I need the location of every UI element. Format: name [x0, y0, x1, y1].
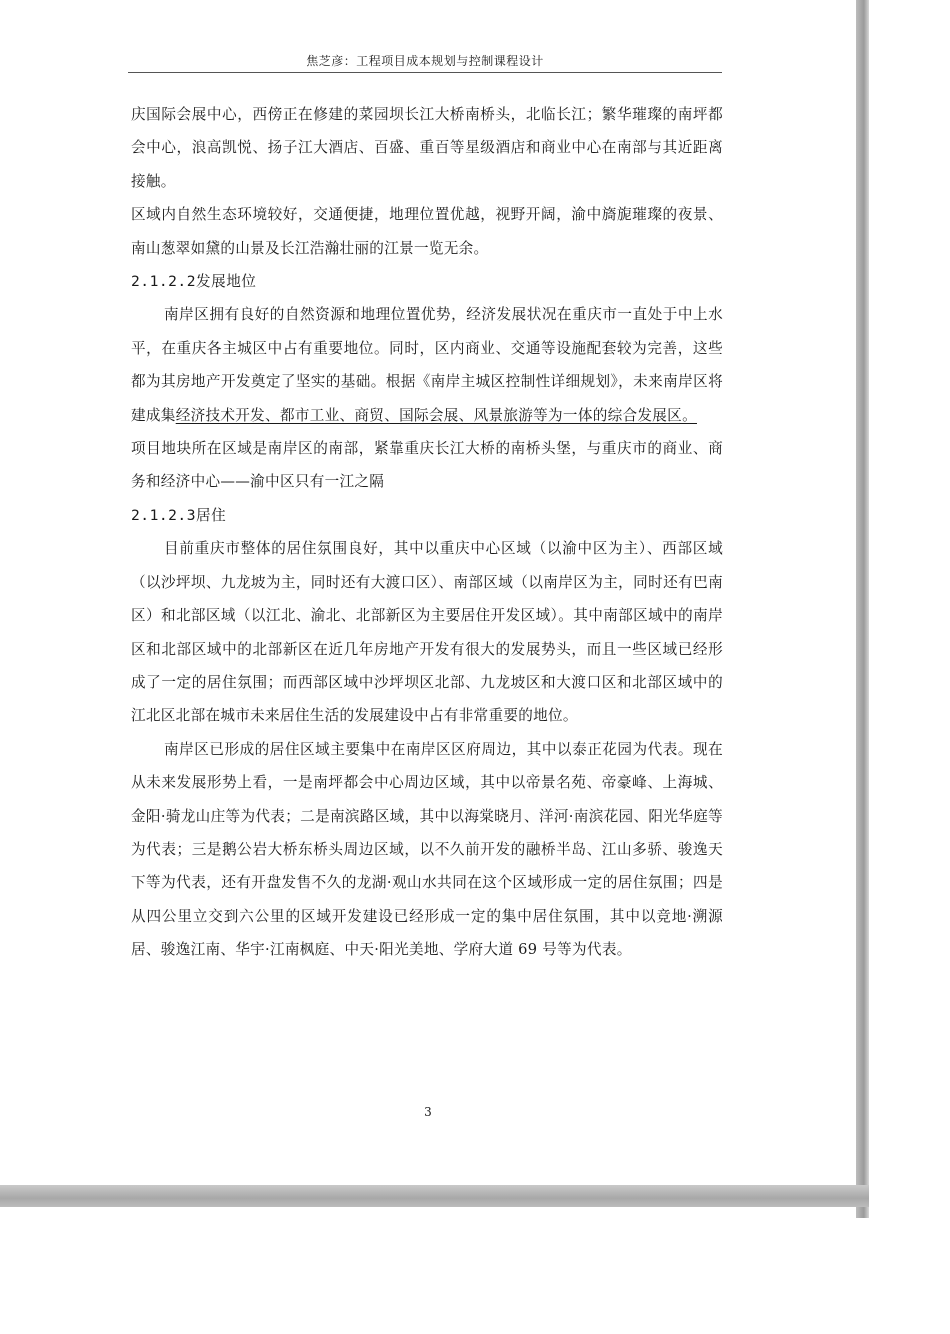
body-text — [131, 98, 723, 967]
underlined-text: 经济技术开发、都市工业、商贸、国际会展、风景旅游等为一体的综合发展区。 — [175, 406, 697, 424]
page-right-edge-shadow — [856, 0, 869, 1218]
section-number: 2.1.2.3 — [131, 506, 197, 524]
section-title: 居住 — [196, 506, 227, 524]
header-title: 焦芝彦：工程项目成本规划与控制课程设计 — [306, 54, 544, 68]
section-heading-residence — [131, 499, 723, 532]
paragraph-venue-surroundings: 庆国际会展中心，西傍正在修建的菜园坝长江大桥南桥头，北临长江；繁华璀璨的南坪都会中心，浪高凯悦、扬子江大酒店、百盛、重百等星级酒店和商业中心在南部与其近距离接触。 — [131, 106, 723, 190]
paragraph-text: 南岸区拥有良好的自然资源和地理位置优势，经济发展状况在重庆市一直处于中上水平，在重庆各主城区中占有重要地位。同时，区内商业、交通等设施配套较为完善，这些都为其房地产开发奠定了坚实的基础。根据《南岸主城区控制性详细规划》，未来南岸区将建成集 — [131, 306, 723, 424]
section-heading-development-status — [131, 265, 723, 298]
section-number: 2.1.2.2 — [131, 273, 197, 291]
page-number: 3 — [424, 1105, 432, 1119]
page-bottom-edge-shadow — [0, 1185, 869, 1207]
paragraph-site-location: 项目地块所在区域是南岸区的南部，紧靠重庆长江大桥的南桥头堡，与重庆市的商业、商务和经济中心——渝中区只有一江之隔 — [131, 440, 723, 491]
paragraph-nanan-residential: 南岸区已形成的居住区域主要集中在南岸区区府周边，其中以泰正花园为代表。现在从未来发展形势上看，一是南坪都会中心周边区域，其中以帝景名苑、帝豪峰、上海城、金阳·骑龙山庄等为代表；二是南滨路区域，其中以海棠晓月、洋河·南滨花园、阳光华庭等为代表；三是鹅公岩大桥东桥头周边区域，以不久前开发的融桥半岛、江山多骄、骏逸天下等为代表，还有开盘发售不久的龙湖·观山水共同在这个区域形成一定的居住氛围；四是从四公里立交到六公里的区域开发建设已经形成一定的集中居住氛围，其中以竞地·溯源居、骏逸江南、华宇·江南枫庭、中天·阳光美地、学府大道 69 号等为代表。 — [131, 740, 723, 959]
paragraph-development-status — [131, 298, 723, 432]
section-title: 发展地位 — [196, 273, 257, 291]
paragraph-city-residential: 目前重庆市整体的居住氛围良好，其中以重庆中心区域（以渝中区为主）、西部区域（以沙坪坝、九龙坡为主，同时还有大渡口区）、南部区域（以南岸区为主，同时还有巴南区）和北部区域（以江北、渝北、北部新区为主要居住开发区域）。其中南部区域中的南岸区和北部区域中的北部新区在近几年房地产开发有很大的发展势头，而且一些区域已经形成了一定的居住氛围；而西部区域中沙坪坝区北部、九龙坡区和大渡口区和北部区域中的江北区北部在城市未来居住生活的发展建设中占有非常重要的地位。 — [131, 540, 723, 725]
running-header — [128, 52, 722, 73]
paragraph-environment: 区域内自然生态环境较好，交通便捷，地理位置优越，视野开阔，渝中旖旎璀璨的夜景、南山葱翠如黛的山景及长江浩瀚壮丽的江景一览无余。 — [131, 206, 723, 257]
